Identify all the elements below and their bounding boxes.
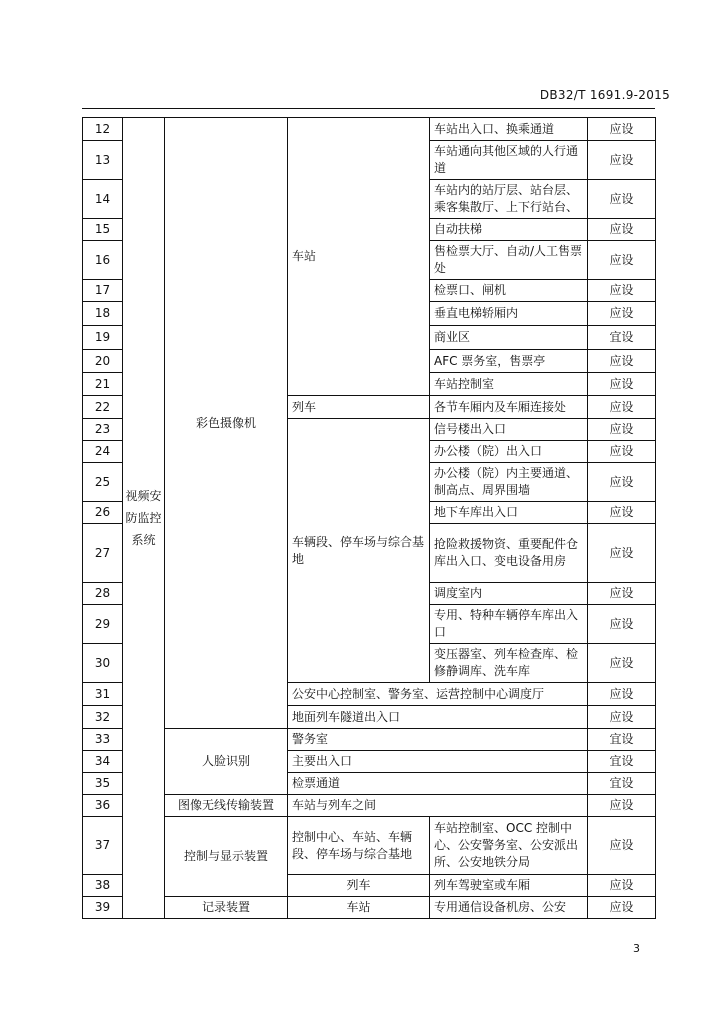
requirement-cell: 宜设: [588, 751, 656, 773]
requirement-cell: 应设: [588, 706, 656, 729]
area-cell: 信号楼出入口: [430, 419, 588, 441]
area-cell: 自动扶梯: [430, 219, 588, 241]
requirement-cell: 应设: [588, 644, 656, 683]
requirement-cell: 应设: [588, 817, 656, 875]
row-number: 36: [83, 795, 123, 817]
location-station-2: 车站: [288, 897, 430, 919]
requirement-cell: 应设: [588, 897, 656, 919]
requirement-cell: 应设: [588, 219, 656, 241]
row-number: 16: [83, 241, 123, 280]
area-cell: 列车驾驶室或车厢: [430, 875, 588, 897]
row-number: 23: [83, 419, 123, 441]
area-cell: 车站通向其他区域的人行通道: [430, 141, 588, 180]
area-cell: 车站控制室: [430, 373, 588, 396]
area-cell: 车站内的站厅层、站台层、乘客集散厅、上下行站台、: [430, 180, 588, 219]
row-number: 12: [83, 118, 123, 141]
table-row: [83, 817, 656, 875]
requirement-cell: 应设: [588, 302, 656, 326]
row-number: 32: [83, 706, 123, 729]
row-number: 22: [83, 396, 123, 419]
device-face-recognition: 人脸识别: [165, 729, 288, 795]
row-number: 38: [83, 875, 123, 897]
requirements-table: [82, 117, 656, 919]
requirement-cell: 应设: [588, 396, 656, 419]
location-station-train: 车站与列车之间: [288, 795, 588, 817]
row-number: 15: [83, 219, 123, 241]
area-cell: 办公楼（院）内主要通道、制高点、周界围墙: [430, 463, 588, 502]
row-number: 30: [83, 644, 123, 683]
row-number: 14: [83, 180, 123, 219]
location-police-center: 公安中心控制室、警务室、运营控制中心调度厅: [288, 683, 588, 706]
requirement-cell: 应设: [588, 350, 656, 373]
area-cell: 抢险救援物资、重要配件仓库出入口、变电设备用房: [430, 524, 588, 583]
row-number: 17: [83, 280, 123, 302]
requirement-cell: 应设: [588, 463, 656, 502]
location-train: 列车: [288, 396, 430, 419]
row-number: 28: [83, 583, 123, 605]
device-color-camera: 彩色摄像机: [165, 118, 288, 729]
area-cell: AFC 票务室，售票亭: [430, 350, 588, 373]
requirement-cell: 应设: [588, 441, 656, 463]
requirement-cell: 应设: [588, 524, 656, 583]
row-number: 19: [83, 326, 123, 350]
device-recording: 记录装置: [165, 897, 288, 919]
row-number: 20: [83, 350, 123, 373]
area-cell: 变压器室、列车检查库、检修静调库、洗车库: [430, 644, 588, 683]
area-cell: 各节车厢内及车厢连接处: [430, 396, 588, 419]
row-number: 37: [83, 817, 123, 875]
location-train-2: 列车: [288, 875, 430, 897]
area-cell: 地下车库出入口: [430, 502, 588, 524]
requirement-cell: 应设: [588, 241, 656, 280]
header-rule: [82, 108, 655, 109]
requirement-cell: 应设: [588, 605, 656, 644]
row-number: 29: [83, 605, 123, 644]
row-number: 13: [83, 141, 123, 180]
row-number: 21: [83, 373, 123, 396]
requirement-cell: 应设: [588, 180, 656, 219]
row-number: 24: [83, 441, 123, 463]
row-number: 34: [83, 751, 123, 773]
area-cell: 检票口、闸机: [430, 280, 588, 302]
requirement-cell: 应设: [588, 875, 656, 897]
requirement-cell: 应设: [588, 583, 656, 605]
area-cell: 专用通信设备机房、公安: [430, 897, 588, 919]
location-station: 车站: [288, 118, 430, 396]
row-number: 18: [83, 302, 123, 326]
location-ticket-channel: 检票通道: [288, 773, 588, 795]
area-cell: 办公楼（院）出入口: [430, 441, 588, 463]
location-tunnel: 地面列车隧道出入口: [288, 706, 588, 729]
table-row: [83, 118, 656, 141]
requirement-cell: 应设: [588, 683, 656, 706]
requirement-cell: 应设: [588, 141, 656, 180]
row-number: 35: [83, 773, 123, 795]
row-number: 39: [83, 897, 123, 919]
document-code: DB32/T 1691.9-2015: [539, 88, 670, 102]
requirement-cell: 应设: [588, 280, 656, 302]
row-number: 31: [83, 683, 123, 706]
table-row: [83, 729, 656, 751]
location-control-group: 控制中心、车站、车辆段、停车场与综合基地: [288, 817, 430, 875]
requirement-cell: 应设: [588, 795, 656, 817]
row-number: 25: [83, 463, 123, 502]
requirement-cell: 应设: [588, 373, 656, 396]
system-cell: 视频安防监控系统: [123, 118, 165, 919]
area-cell: 车站控制室、OCC 控制中心、公安警务室、公安派出所、公安地铁分局: [430, 817, 588, 875]
area-cell: 售检票大厅、自动/人工售票处: [430, 241, 588, 280]
requirement-cell: 应设: [588, 419, 656, 441]
device-wireless-transmission: 图像无线传输装置: [165, 795, 288, 817]
requirement-cell: 宜设: [588, 729, 656, 751]
area-cell: 专用、特种车辆停车库出入口: [430, 605, 588, 644]
location-depot: 车辆段、停车场与综合基地: [288, 419, 430, 683]
row-number: 33: [83, 729, 123, 751]
area-cell: 垂直电梯轿厢内: [430, 302, 588, 326]
requirement-cell: 应设: [588, 118, 656, 141]
row-number: 26: [83, 502, 123, 524]
table-row: [83, 795, 656, 817]
page-number: 3: [633, 942, 640, 955]
area-cell: 调度室内: [430, 583, 588, 605]
area-cell: 商业区: [430, 326, 588, 350]
row-number: 27: [83, 524, 123, 583]
location-police-room: 警务室: [288, 729, 588, 751]
location-main-entrance: 主要出入口: [288, 751, 588, 773]
requirement-cell: 宜设: [588, 773, 656, 795]
device-control-display: 控制与显示装置: [165, 817, 288, 897]
table-row: [83, 897, 656, 919]
requirement-cell: 宜设: [588, 326, 656, 350]
requirement-cell: 应设: [588, 502, 656, 524]
area-cell: 车站出入口、换乘通道: [430, 118, 588, 141]
